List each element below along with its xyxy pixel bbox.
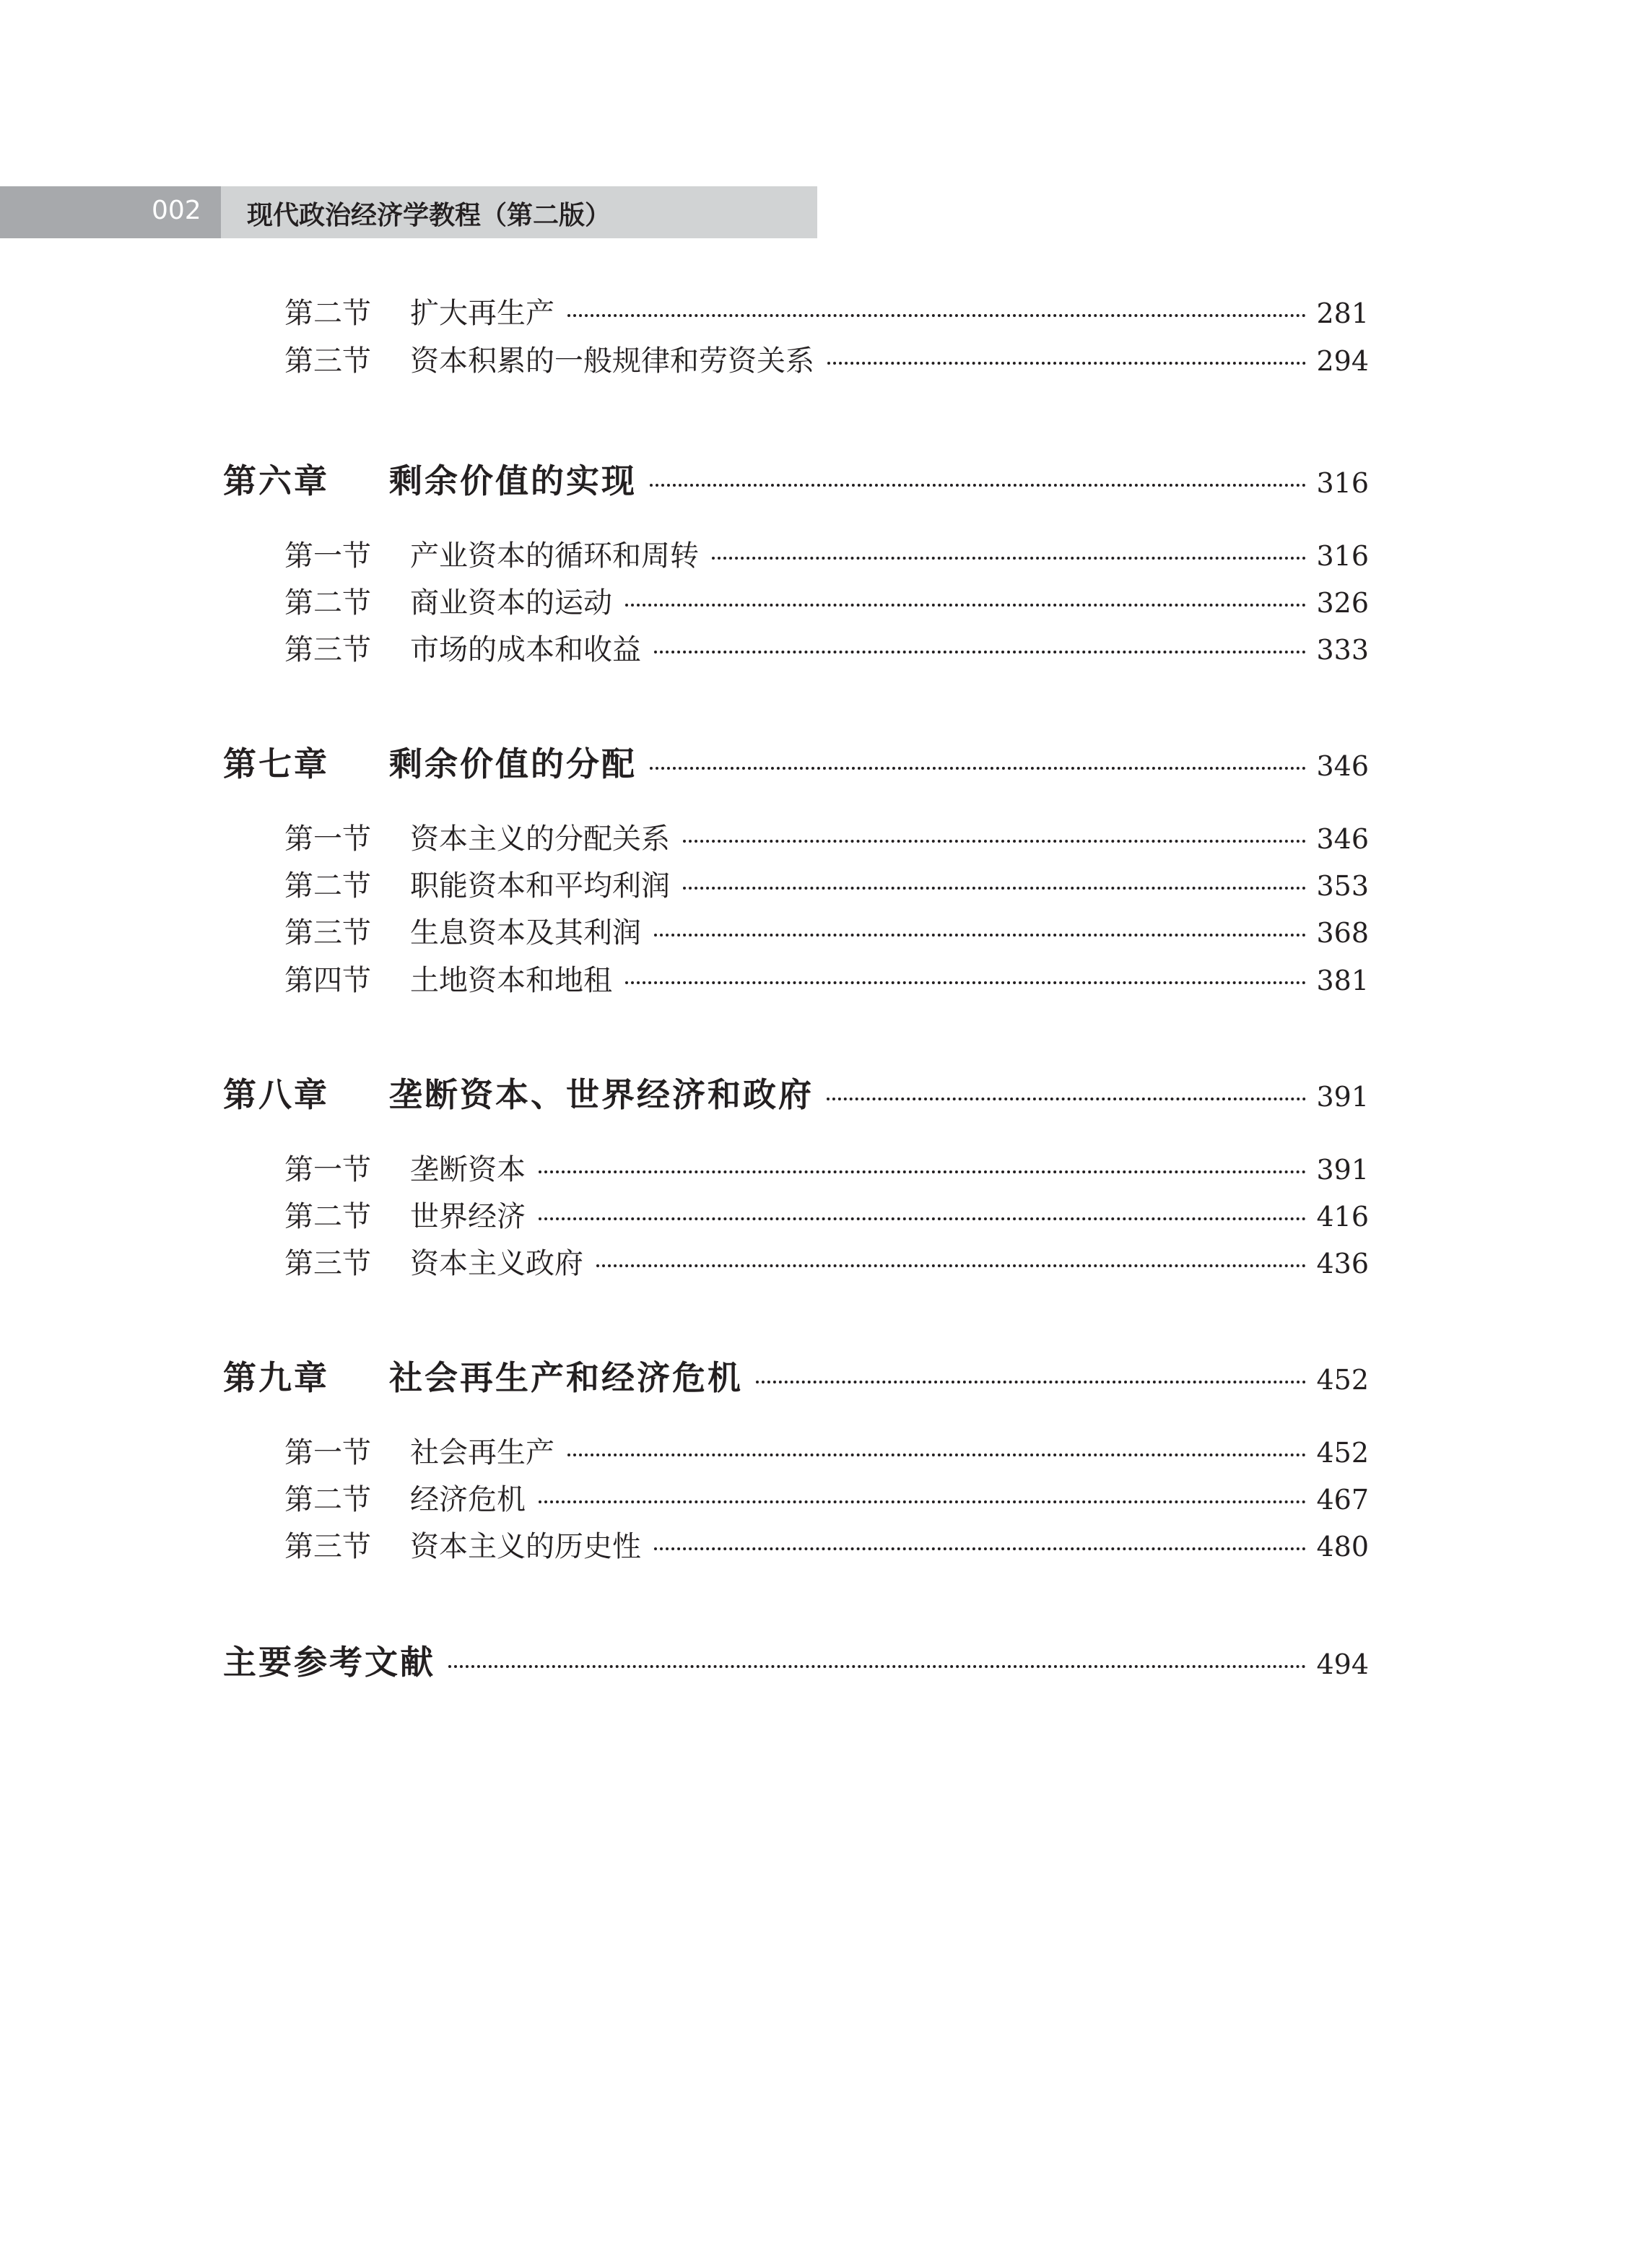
- section-title: 垄断资本: [410, 1153, 526, 1186]
- toc-section-row[interactable]: [284, 1194, 1369, 1235]
- section-title: 世界经济: [410, 1200, 526, 1233]
- leader-dots: [683, 840, 1306, 843]
- leader-dots: [539, 1500, 1306, 1503]
- page-ref: 391: [1316, 1154, 1369, 1186]
- section-number: 第三节: [284, 344, 371, 378]
- toc-chapter-row[interactable]: [223, 738, 1369, 786]
- page-ref: 467: [1316, 1484, 1369, 1516]
- running-header: [0, 186, 817, 238]
- toc-chapter-row[interactable]: [223, 1352, 1369, 1399]
- leader-dots: [650, 484, 1306, 487]
- book-title-box: [221, 186, 817, 238]
- page-ref: 326: [1316, 587, 1369, 619]
- section-number: 第四节: [284, 964, 371, 997]
- leader-dots: [654, 1547, 1306, 1550]
- page-ref: 452: [1316, 1437, 1369, 1469]
- chapter-title: 垄断资本、世界经济和政府: [389, 1075, 814, 1114]
- page-ref: 333: [1316, 634, 1369, 666]
- leader-dots: [567, 314, 1306, 317]
- leader-dots: [625, 604, 1306, 607]
- section-title: 社会再生产: [410, 1436, 554, 1469]
- leader-dots: [683, 887, 1306, 890]
- page-ref: 494: [1316, 1648, 1369, 1680]
- references-title: 主要参考文献: [223, 1643, 435, 1682]
- toc-section-row[interactable]: [284, 533, 1369, 574]
- section-number: 第一节: [284, 1436, 371, 1469]
- toc-section-row[interactable]: [284, 910, 1369, 951]
- section-title: 资本主义政府: [410, 1247, 583, 1280]
- toc-chapter-row[interactable]: [223, 1069, 1369, 1116]
- section-title: 市场的成本和收益: [410, 633, 641, 666]
- page-number: 002: [152, 196, 201, 225]
- section-title: 资本主义的分配关系: [410, 822, 670, 856]
- toc-section-row[interactable]: [284, 627, 1369, 668]
- section-title: 扩大再生产: [410, 297, 554, 330]
- page-ref: 316: [1316, 540, 1369, 572]
- leader-dots: [654, 651, 1306, 653]
- chapter-title: 剩余价值的实现: [389, 461, 637, 500]
- section-number: 第二节: [284, 1483, 371, 1516]
- section-number: 第三节: [284, 1247, 371, 1280]
- page-ref: 452: [1316, 1364, 1369, 1396]
- leader-dots: [539, 1170, 1306, 1173]
- toc-section-row[interactable]: [284, 1147, 1369, 1188]
- section-title: 生息资本及其利润: [410, 916, 641, 950]
- section-number: 第一节: [284, 1153, 371, 1186]
- page-ref: 316: [1316, 467, 1369, 499]
- page-ref: 381: [1316, 965, 1369, 996]
- book-title: 现代政治经济学教程（第二版）: [247, 201, 611, 230]
- section-number: 第三节: [284, 633, 371, 666]
- page-ref: 353: [1316, 870, 1369, 902]
- section-number: 第二节: [284, 297, 371, 330]
- leader-dots: [567, 1454, 1306, 1456]
- leader-dots: [625, 981, 1306, 984]
- section-title: 职能资本和平均利润: [410, 869, 670, 903]
- leader-dots: [539, 1217, 1306, 1220]
- section-number: 第一节: [284, 822, 371, 856]
- page-ref: 346: [1316, 823, 1369, 855]
- chapter-number: 第八章: [223, 1075, 329, 1114]
- toc-section-row[interactable]: [284, 338, 1369, 379]
- toc-section-row[interactable]: [284, 957, 1369, 999]
- toc-section-row[interactable]: [284, 1524, 1369, 1565]
- leader-dots: [654, 934, 1306, 937]
- page-ref: 346: [1316, 750, 1369, 782]
- section-title: 资本积累的一般规律和劳资关系: [410, 344, 814, 378]
- section-number: 第二节: [284, 586, 371, 620]
- leader-dots: [827, 1098, 1306, 1100]
- toc-section-row[interactable]: [284, 863, 1369, 904]
- toc-section-row[interactable]: [284, 290, 1369, 331]
- section-number: 第三节: [284, 1530, 371, 1563]
- section-number: 第一节: [284, 539, 371, 573]
- leader-dots: [448, 1665, 1306, 1668]
- toc-section-row[interactable]: [284, 816, 1369, 857]
- toc-section-row[interactable]: [284, 580, 1369, 621]
- section-number: 第二节: [284, 869, 371, 903]
- page-ref: 281: [1316, 297, 1369, 329]
- page-ref: 368: [1316, 917, 1369, 949]
- section-number: 第二节: [284, 1200, 371, 1233]
- toc-chapter-row[interactable]: [223, 455, 1369, 503]
- section-title: 产业资本的循环和周转: [410, 539, 699, 573]
- chapter-title: 剩余价值的分配: [389, 744, 637, 783]
- chapter-title: 社会再生产和经济危机: [389, 1358, 743, 1397]
- section-title: 资本主义的历史性: [410, 1530, 641, 1563]
- toc-section-row[interactable]: [284, 1430, 1369, 1471]
- chapter-number: 第七章: [223, 744, 329, 783]
- section-number: 第三节: [284, 916, 371, 950]
- chapter-number: 第六章: [223, 461, 329, 500]
- toc-section-row[interactable]: [284, 1241, 1369, 1282]
- page-ref: 436: [1316, 1248, 1369, 1279]
- toc-section-row[interactable]: [284, 1477, 1369, 1518]
- page-ref: 416: [1316, 1201, 1369, 1233]
- section-title: 商业资本的运动: [410, 586, 612, 620]
- leader-dots: [596, 1264, 1306, 1267]
- page-ref: 391: [1316, 1081, 1369, 1113]
- leader-dots: [712, 557, 1306, 560]
- section-title: 土地资本和地租: [410, 964, 612, 997]
- page-ref: 294: [1316, 345, 1369, 377]
- leader-dots: [756, 1381, 1306, 1383]
- leader-dots: [650, 767, 1306, 770]
- chapter-number: 第九章: [223, 1358, 329, 1397]
- page-ref: 480: [1316, 1531, 1369, 1563]
- toc-references-row[interactable]: [223, 1636, 1369, 1684]
- page-number-box: [0, 186, 221, 238]
- section-title: 经济危机: [410, 1483, 526, 1516]
- leader-dots: [827, 362, 1306, 365]
